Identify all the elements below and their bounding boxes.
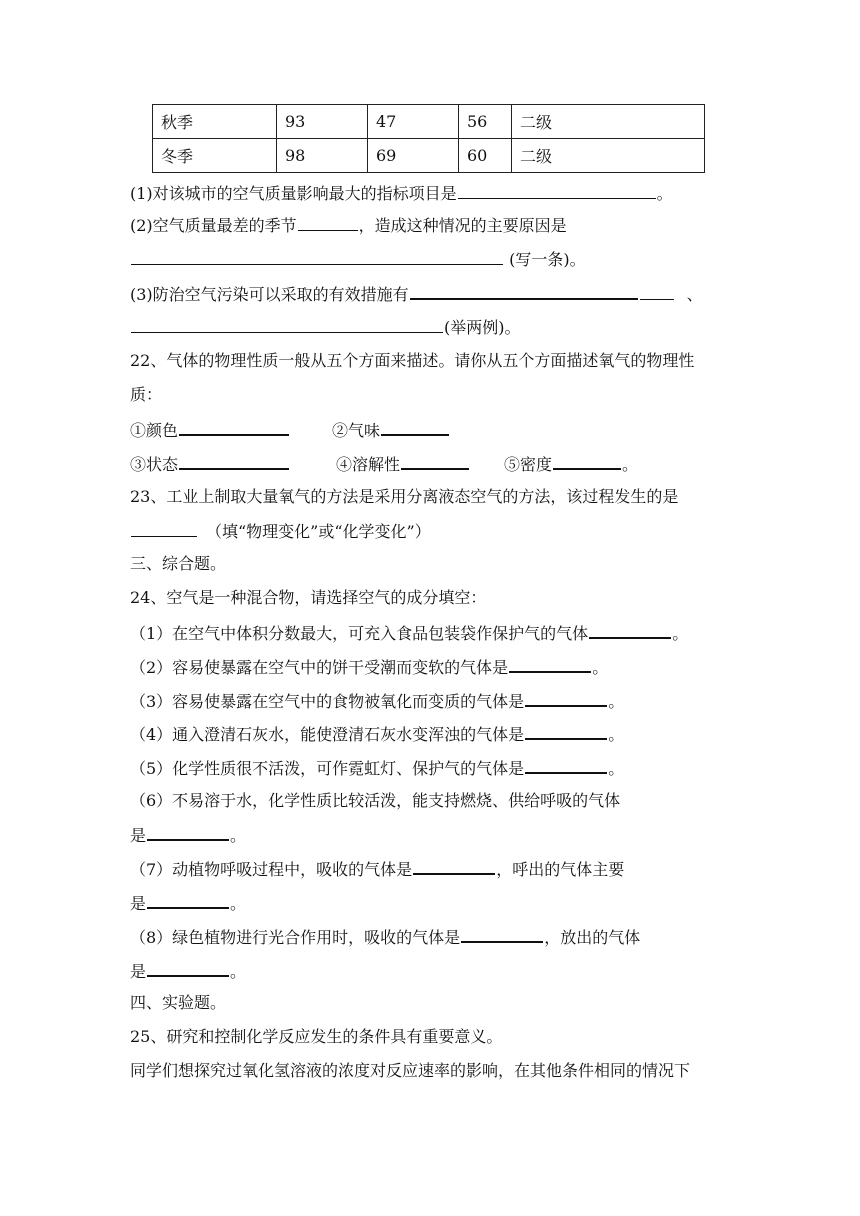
answer-blank[interactable] <box>298 214 358 231</box>
answer-blank[interactable] <box>413 857 495 875</box>
q21-part2 <box>130 214 567 237</box>
q21-part3-text-a: (3)防治空气污染可以采取的有效措施有 <box>130 285 409 304</box>
label-smell: ②气味 <box>332 421 381 440</box>
q24-item7-cont <box>130 891 246 915</box>
q24-item7-text-b: ，呼出的气体主要 <box>496 860 625 879</box>
table-row <box>153 105 705 139</box>
punct: 。 <box>230 894 247 913</box>
q25-line1: 25、研究和控制化学反应发生的条件具有重要意义。 <box>130 1027 503 1046</box>
punct: 。 <box>608 725 625 744</box>
table-cell: 二级 <box>512 105 705 139</box>
punct: 。 <box>608 759 625 778</box>
answer-blank[interactable] <box>147 959 229 977</box>
section-heading-4: 四、实验题。 <box>130 993 227 1012</box>
q21-part3 <box>130 282 703 306</box>
table-cell: 69 <box>368 139 459 173</box>
q22-row1 <box>130 418 450 442</box>
answer-blank[interactable] <box>410 282 638 300</box>
punct: 。 <box>622 455 639 474</box>
q22-stem-line1: 22、气体的物理性质一般从五个方面来描述。请你从五个方面描述氧气的物理性 <box>130 351 695 370</box>
q24-item1-text: （1）在空气中体积分数最大，可充入食品包装袋作保护气的气体 <box>130 624 589 643</box>
q24-item8-text-a: （8）绿色植物进行光合作用时，吸收的气体是 <box>130 928 461 947</box>
answer-blank[interactable] <box>525 689 607 707</box>
q24-item8-text-c: 是 <box>130 962 147 981</box>
air-quality-table <box>152 104 705 173</box>
label-color: ①颜色 <box>130 421 179 440</box>
answer-blank[interactable] <box>553 452 621 470</box>
answer-blank[interactable] <box>131 316 443 333</box>
punct: 。 <box>230 962 247 981</box>
q24-item7 <box>130 857 624 881</box>
q24-item7-text-a: （7）动植物呼吸过程中，吸收的气体是 <box>130 860 413 879</box>
q24-item3 <box>130 689 624 713</box>
q21-part1-text: (1)对该城市的空气质量影响最大的指标项目是 <box>130 184 457 203</box>
answer-blank[interactable] <box>640 283 674 300</box>
q24-item7-text-c: 是 <box>130 894 147 913</box>
q22-stem-line2: 质： <box>130 385 163 404</box>
answer-blank[interactable] <box>381 418 449 436</box>
punct: 。 <box>592 658 609 677</box>
q24-item5 <box>130 756 624 780</box>
answer-blank[interactable] <box>525 722 607 740</box>
punct: 、 <box>686 285 703 304</box>
q21-part2-text-b: ，造成这种情况的主要原因是 <box>358 216 567 235</box>
answer-blank[interactable] <box>525 756 607 774</box>
answer-blank[interactable] <box>401 452 469 470</box>
punct: 。 <box>230 826 247 845</box>
table-cell: 60 <box>459 139 512 173</box>
q24-stem: 24、空气是一种混合物，请选择空气的成分填空： <box>130 588 487 607</box>
answer-blank[interactable] <box>147 891 229 909</box>
q21-part3-text-c: (举两例)。 <box>444 318 521 337</box>
answer-blank[interactable] <box>461 925 543 943</box>
punct: 。 <box>672 624 689 643</box>
label-density: ⑤密度 <box>504 455 553 474</box>
table-cell: 冬季 <box>153 139 277 173</box>
table-cell: 秋季 <box>153 105 277 139</box>
label-solubility: ④溶解性 <box>336 455 401 474</box>
q24-item8 <box>130 925 640 949</box>
table-row <box>153 139 705 173</box>
table-cell: 93 <box>277 105 368 139</box>
q24-item3-text: （3）容易使暴露在空气中的食物被氧化而变质的气体是 <box>130 692 525 711</box>
q21-part2-text-c: (写一条)。 <box>509 250 586 269</box>
q24-item6-text-b: 是 <box>130 826 147 845</box>
q21-part2-cont <box>130 248 586 271</box>
q24-item8-cont <box>130 959 246 983</box>
section-heading-3: 三、综合题。 <box>130 554 227 573</box>
q24-item4-text: （4）通入澄清石灰水，能使澄清石灰水变浑浊的气体是 <box>130 725 525 744</box>
punct: 。 <box>608 692 625 711</box>
q21-part2-text-a: (2)空气质量最差的季节 <box>130 216 297 235</box>
answer-blank[interactable] <box>179 418 289 436</box>
q21-part3-cont <box>130 316 521 339</box>
answer-blank[interactable] <box>458 182 656 199</box>
q24-item6-cont <box>130 823 246 847</box>
answer-blank[interactable] <box>589 621 671 639</box>
q21-part1 <box>130 182 673 205</box>
q23-stem-line1: 23、工业上制取大量氧气的方法是采用分离液态空气的方法，该过程发生的是 <box>130 487 679 506</box>
q23-stem-line2 <box>130 520 431 543</box>
table-cell: 56 <box>459 105 512 139</box>
q22-row2 <box>130 452 638 476</box>
answer-blank[interactable] <box>147 823 229 841</box>
q24-item6: （6）不易溶于水，化学性质比较活泼，能支持燃烧、供给呼吸的气体 <box>130 791 621 810</box>
answer-blank[interactable] <box>509 655 591 673</box>
q24-item2 <box>130 655 608 679</box>
table-cell: 47 <box>368 105 459 139</box>
q24-item1 <box>130 621 688 645</box>
q24-item8-text-b: ，放出的气体 <box>544 928 641 947</box>
table-cell: 98 <box>277 139 368 173</box>
answer-blank[interactable] <box>131 520 197 537</box>
label-state: ③状态 <box>130 455 179 474</box>
answer-blank[interactable] <box>131 248 503 265</box>
q25-line2: 同学们想探究过氧化氢溶液的浓度对反应速率的影响，在其他条件相同的情况下 <box>130 1061 691 1080</box>
q24-item5-text: （5）化学性质很不活泼，可作霓虹灯、保护气的气体是 <box>130 759 525 778</box>
punct: 。 <box>656 184 673 203</box>
q24-item2-text: （2）容易使暴露在空气中的饼干受潮而变软的气体是 <box>130 658 509 677</box>
q23-hint: （填“物理变化”或“化学变化”） <box>206 522 431 541</box>
table-cell: 二级 <box>512 139 705 173</box>
q24-item4 <box>130 722 624 746</box>
answer-blank[interactable] <box>179 452 289 470</box>
